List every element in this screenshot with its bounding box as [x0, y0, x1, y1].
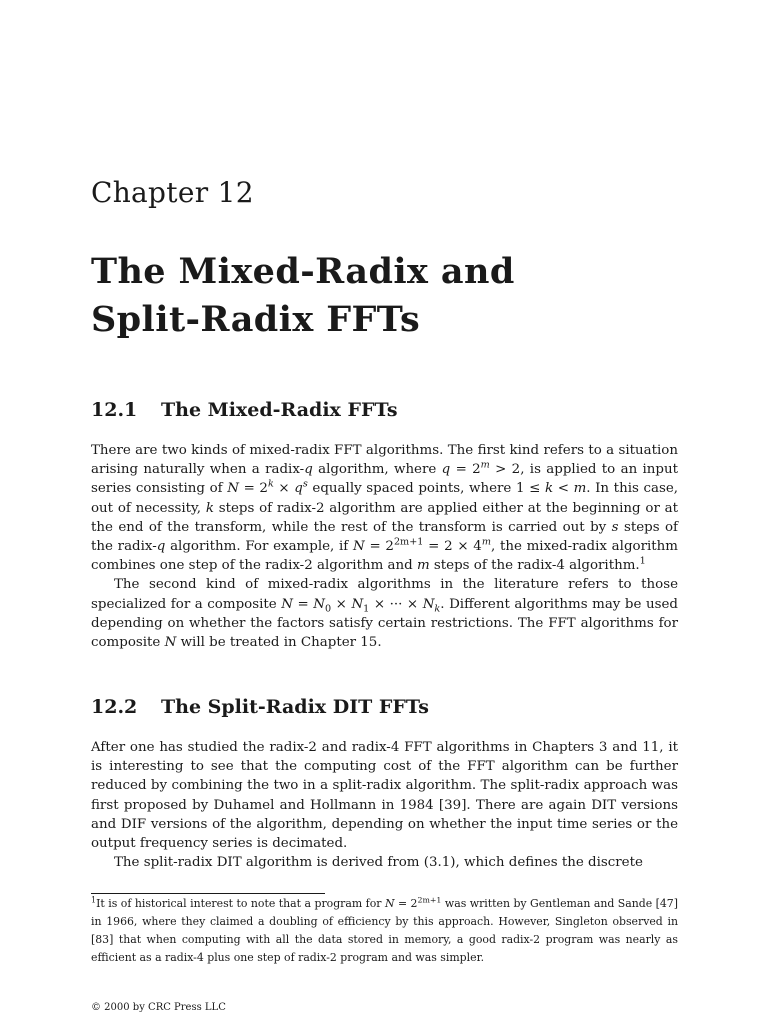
- footnote-mark: 1: [91, 895, 97, 905]
- section-title: The Split-Radix DIT FFTs: [161, 696, 429, 718]
- paragraph: There are two kinds of mixed-radix FFT algorithms. The first kind refers to a situation arising naturally when a radix-q algorithm, where $q = 2^m > 2$, is applied to an input series consisting of $N = 2^k \times q^s$ equally spaced points, where 1 ≤ k < m. In this case, out of necessity, k steps of radix-2 algorithm are applied either at the beginning or at the end of the transform, while the rest of the transform is carried out by s steps of the radix-q algorithm. For example, if $N = 2^{2m+1} = 2 \times 4^m$, the mixed-radix algorithm combines one step of the radix-2 algorithm and m steps of the radix-4 algorithm.$^1$: [91, 443, 679, 574]
- section-12-1-body: [91, 441, 678, 652]
- footnote-rule: [91, 893, 325, 894]
- paragraph: The split-radix DIT algorithm is derived from (3.1), which defines the discrete: [114, 855, 643, 871]
- chapter-title-line-1: The Mixed-Radix and: [91, 251, 515, 292]
- footnote: [91, 895, 678, 967]
- section-number: 12.2: [91, 696, 138, 718]
- chapter-label: Chapter 12: [91, 176, 254, 209]
- paragraph: After one has studied the radix-2 and radix-4 FFT algorithms in Chapters 3 and 11, it is interesting to see that the computing cost of the FFT algorithm can be further reduced by combining the two in a split-radix algorithm. The split-radix approach was first proposed by Duhamel and Hollmann in 1984 [39]. There are again DIT versions and DIF versions of the algorithm, depending on whether the input time series or the output frequency series is decimated.: [91, 740, 678, 852]
- footnote-text: It is of historical interest to note that a program for $N = 2^{2m+1}$ was written by Gentleman and Sande [47] in 1966, where they claimed a doubling of efficiency by this approach. However, Singleton observed in [83] that when computing with all the data stored in memory, a good radix-2 program was nearly as efficient as a radix-4 plus one step of radix-2 program and was simpler.: [91, 895, 678, 964]
- chapter-title-line-2: Split-Radix FFTs: [91, 299, 421, 340]
- section-number: 12.1: [91, 399, 138, 421]
- section-title: The Mixed-Radix FFTs: [161, 399, 398, 421]
- section-heading-12-1: [91, 398, 398, 422]
- chapter-title: [91, 248, 515, 344]
- section-heading-12-2: [91, 695, 429, 719]
- section-12-2-body: [91, 738, 678, 872]
- copyright-notice: © 2000 by CRC Press LLC: [91, 1002, 226, 1013]
- paragraph: The second kind of mixed-radix algorithms in the literature refers to those specialized for a composite $N = N_0 \times N_1$ × ··· × $N_k$. Different algorithms may be used depending on whether the factors satisfy certain restrictions. The FFT algorithms for composite N will be treated in Chapter 15.: [91, 577, 678, 651]
